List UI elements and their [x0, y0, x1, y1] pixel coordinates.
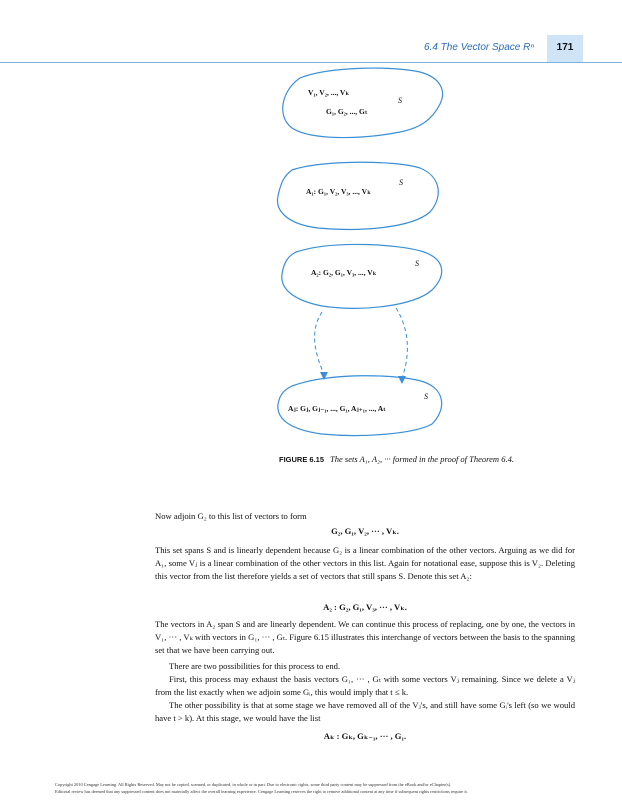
figure-caption — [279, 453, 519, 466]
blob2-set-s: S — [399, 178, 403, 187]
caption-label: FIGURE 6.15 — [279, 455, 325, 464]
set-blob-1 — [283, 68, 443, 138]
paragraph-5: First, this process may exhaust the basis vectors G₁, ··· , Gₜ with some vectors Vⱼ remaining. Since we delete a Vⱼ from the list exactly when we adjoin some Gᵢ, this would imply that t ≤ k. — [155, 674, 575, 697]
equation-1: G₂, G₁, V₂, ··· , Vₖ. — [331, 526, 399, 536]
equation-2: A₂ : G₂, G₁, V₃, ··· , Vₖ. — [323, 602, 407, 612]
section-title: 6.4 The Vector Space Rⁿ — [424, 42, 534, 53]
paragraph-4: There are two possibilities for this process to end. — [169, 661, 341, 671]
caption-text: The sets A₁, A₂, ··· formed in the proof of Theorem 6.4. — [330, 454, 514, 464]
blob3-a2-list: A₂: G₂, G₁, V₃, ..., Vₖ — [311, 268, 377, 277]
paragraph-2: This set spans S and is linearly dependent because G₂ is a linear combination of the other vectors. Arguing as we did for A₁, some Vⱼ is a linear combination of the other vectors in this list. Again for notational ease, suppose this is V₂. Deleting this vector from the list therefore yields a set of vectors that still spans S. Denote this set A₂: — [155, 545, 575, 581]
copyright-line-1: Copyright 2010 Cengage Learning. All Rights Reserved. May not be copied, scanned, or duplicated, in whole or in part. Due to electronic rights, some third party content may be suppressed from the eBook and/or eChapter(s). — [55, 782, 452, 787]
equation-3: Aₖ : Gₖ, Gₖ₋₁, ··· , G₁. — [323, 731, 407, 741]
blob4-aj-list: Aⱼ: Gⱼ, Gⱼ₋₁, ..., G₁, Aⱼ₊₁, ..., Aₜ — [288, 404, 386, 413]
dashed-arrow-right — [396, 308, 407, 378]
blob2-a1-list: A₁: G₁, V₂, V₃, ..., Vₖ — [306, 187, 372, 196]
arrow-head-right — [398, 376, 406, 384]
paragraph-6: The other possibility is that at some stage we have removed all of the Vⱼ's, and still have some Gᵢ's left (so we would have t > k). At this stage, we would have the list — [155, 700, 575, 723]
page-number: 171 — [556, 42, 574, 53]
blob1-v-list: V₁, V₂, ..., Vₖ — [308, 88, 350, 97]
paragraph-1: Now adjoin G₂ to this list of vectors to form — [155, 511, 307, 521]
copyright-line-2: Editorial review has deemed that any suppressed content does not materially affect the overall learning experience. Cengage Learning reserves the right to remove additional content at any time if subsequent rights restrictions require it. — [55, 789, 468, 794]
blob4-set-s: S — [424, 392, 428, 401]
paragraph-3: The vectors in A₂ span S and are linearly dependent. We can continue this process of replacing, one by one, the vectors in V₁, ··· , Vₖ with vectors in G₁, ··· , Gₜ. Figure 6.15 illustrates this interchange of vectors between the basis to the spanning set that we have been carrying out. — [155, 619, 575, 655]
blob1-set-s: S — [398, 96, 402, 105]
blob3-set-s: S — [415, 259, 419, 268]
blob1-g-list: G₁, G₂, ..., Gₜ — [326, 107, 368, 116]
dashed-arrow-left — [315, 312, 324, 374]
